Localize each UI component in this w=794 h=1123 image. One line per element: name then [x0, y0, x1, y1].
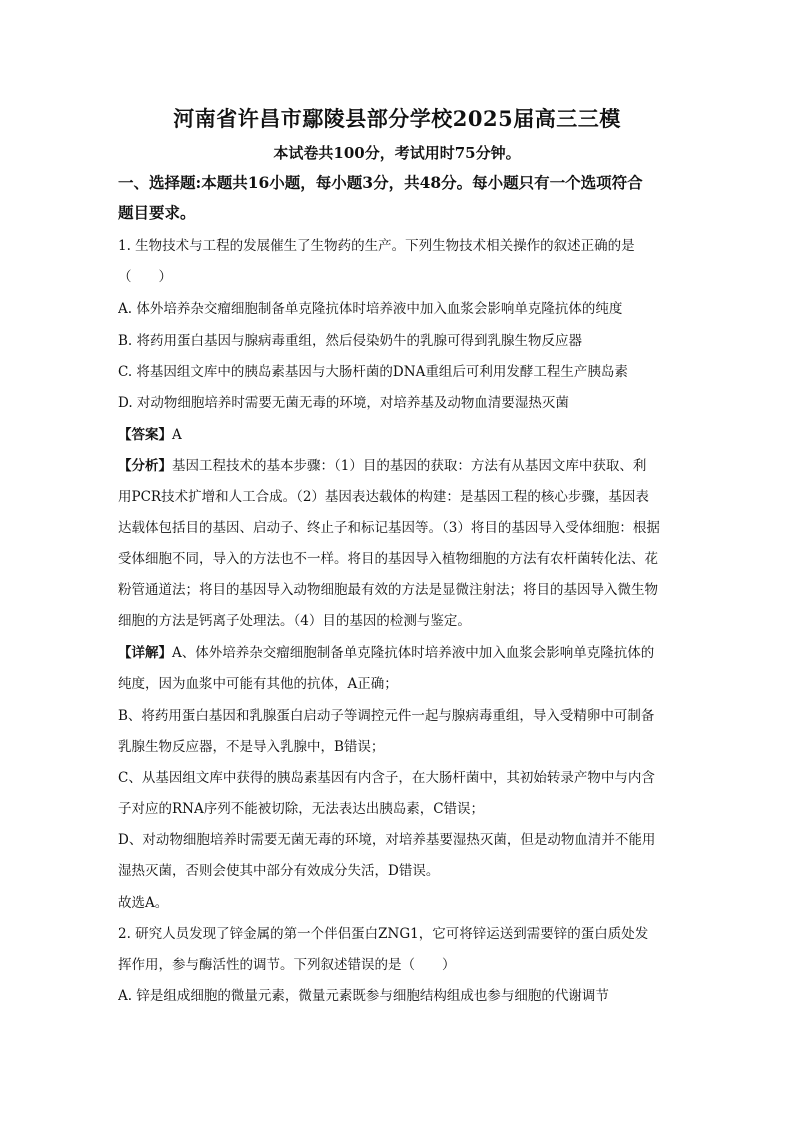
question-2-stem-continued: 挥作用，参与酶活性的调节。下列叙述错误的是（ ） — [118, 957, 456, 973]
detail-text: A、体外培养杂交瘤细胞制备单克隆抗体时培养液中加入血浆会影响单克隆抗体的 — [172, 645, 655, 661]
detail-line-8: 湿热灭菌，否则会使其中部分有效成分失活，D错误。 — [118, 863, 440, 879]
detail-line-5: C、从基因组文库中获得的胰岛素基因有内含子，在大肠杆菌中，其初始转录产物中与内含 — [118, 770, 655, 786]
section-heading-continued: 题目要求。 — [118, 203, 196, 222]
answer-line — [118, 425, 688, 445]
analysis-line-4: 受体细胞不同，导入的方法也不一样。将目的基因导入植物细胞的方法有农杆菌转化法、花 — [118, 551, 658, 567]
analysis-text: 基因工程技术的基本步骤：（1）目的基因的获取：方法有从基因文库中获取、利 — [172, 458, 647, 474]
detail-line-1 — [118, 643, 688, 663]
detail-line-2: 纯度，因为血浆中可能有其他的抗体，A正确； — [118, 676, 398, 692]
section-heading: 一、选择题:本题共16小题，每小题3分，共48分。每小题只有一个选项符合 — [118, 173, 643, 192]
analysis-tag: 【分析】 — [118, 458, 172, 474]
question-1-option-d: D. 对动物细胞培养时需要无菌无毒的环境，对培养基及动物血清要湿热灭菌 — [118, 395, 569, 411]
question-2-option-a: A. 锌是组成细胞的微量元素，微量元素既参与细胞结构组成也参与细胞的代谢调节 — [118, 988, 609, 1004]
detail-line-3: B、将药用蛋白基因和乳腺蛋白启动子等调控元件一起与腺病毒重组，导入受精卵中可制备 — [118, 708, 655, 724]
detail-tag: 【详解】 — [118, 645, 172, 661]
detail-line-6: 子对应的RNA序列不能被切除，无法表达出胰岛素，C错误； — [118, 801, 485, 817]
answer-tag: 【答案】 — [118, 427, 172, 443]
page-title: 河南省许昌市鄢陵县部分学校2025届高三三模 — [173, 106, 621, 131]
analysis-line-5: 粉管通道法；将目的基因导入动物细胞最有效的方法是显微注射法；将目的基因导入微生物 — [118, 582, 658, 598]
question-1-stem: 1. 生物技术与工程的发展催生了生物药的生产。下列生物技术相关操作的叙述正确的是 — [118, 238, 635, 254]
question-1-option-a: A. 体外培养杂交瘤细胞制备单克隆抗体时培养液中加入血浆会影响单克隆抗体的纯度 — [118, 301, 623, 317]
analysis-line-2: 用PCR技术扩增和人工合成。（2）基因表达载体的构建：是基因工程的核心步骤，基因表 — [118, 489, 649, 505]
question-1-option-b: B. 将药用蛋白基因与腺病毒重组，然后侵染奶牛的乳腺可得到乳腺生物反应器 — [118, 333, 583, 349]
answer-value: A — [172, 427, 182, 443]
conclusion-line: 故选A。 — [118, 895, 169, 911]
analysis-line-3: 达载体包括目的基因、启动子、终止子和标记基因等。（3）将目的基因导入受体细胞：根据 — [118, 520, 660, 536]
analysis-line-1 — [118, 456, 688, 476]
detail-line-7: D、对动物细胞培养时需要无菌无毒的环境，对培养基要湿热灭菌，但是动物血清并不能用 — [118, 832, 656, 848]
question-2-stem: 2. 研究人员发现了锌金属的第一个伴侣蛋白ZNG1，它可将锌运送到需要锌的蛋白质处发 — [118, 926, 649, 942]
question-1-stem-bracket: （ ） — [118, 269, 172, 285]
exam-info: 本试卷共100分，考试用时75分钟。 — [273, 144, 521, 162]
detail-line-4: 乳腺生物反应器，不是导入乳腺中，B错误； — [118, 739, 385, 755]
question-1-option-c: C. 将基因组文库中的胰岛素基因与大肠杆菌的DNA重组后可利用发酵工程生产胰岛素 — [118, 364, 628, 380]
analysis-line-6: 细胞的方法是钙离子处理法。（4）目的基因的检测与鉴定。 — [118, 613, 471, 629]
